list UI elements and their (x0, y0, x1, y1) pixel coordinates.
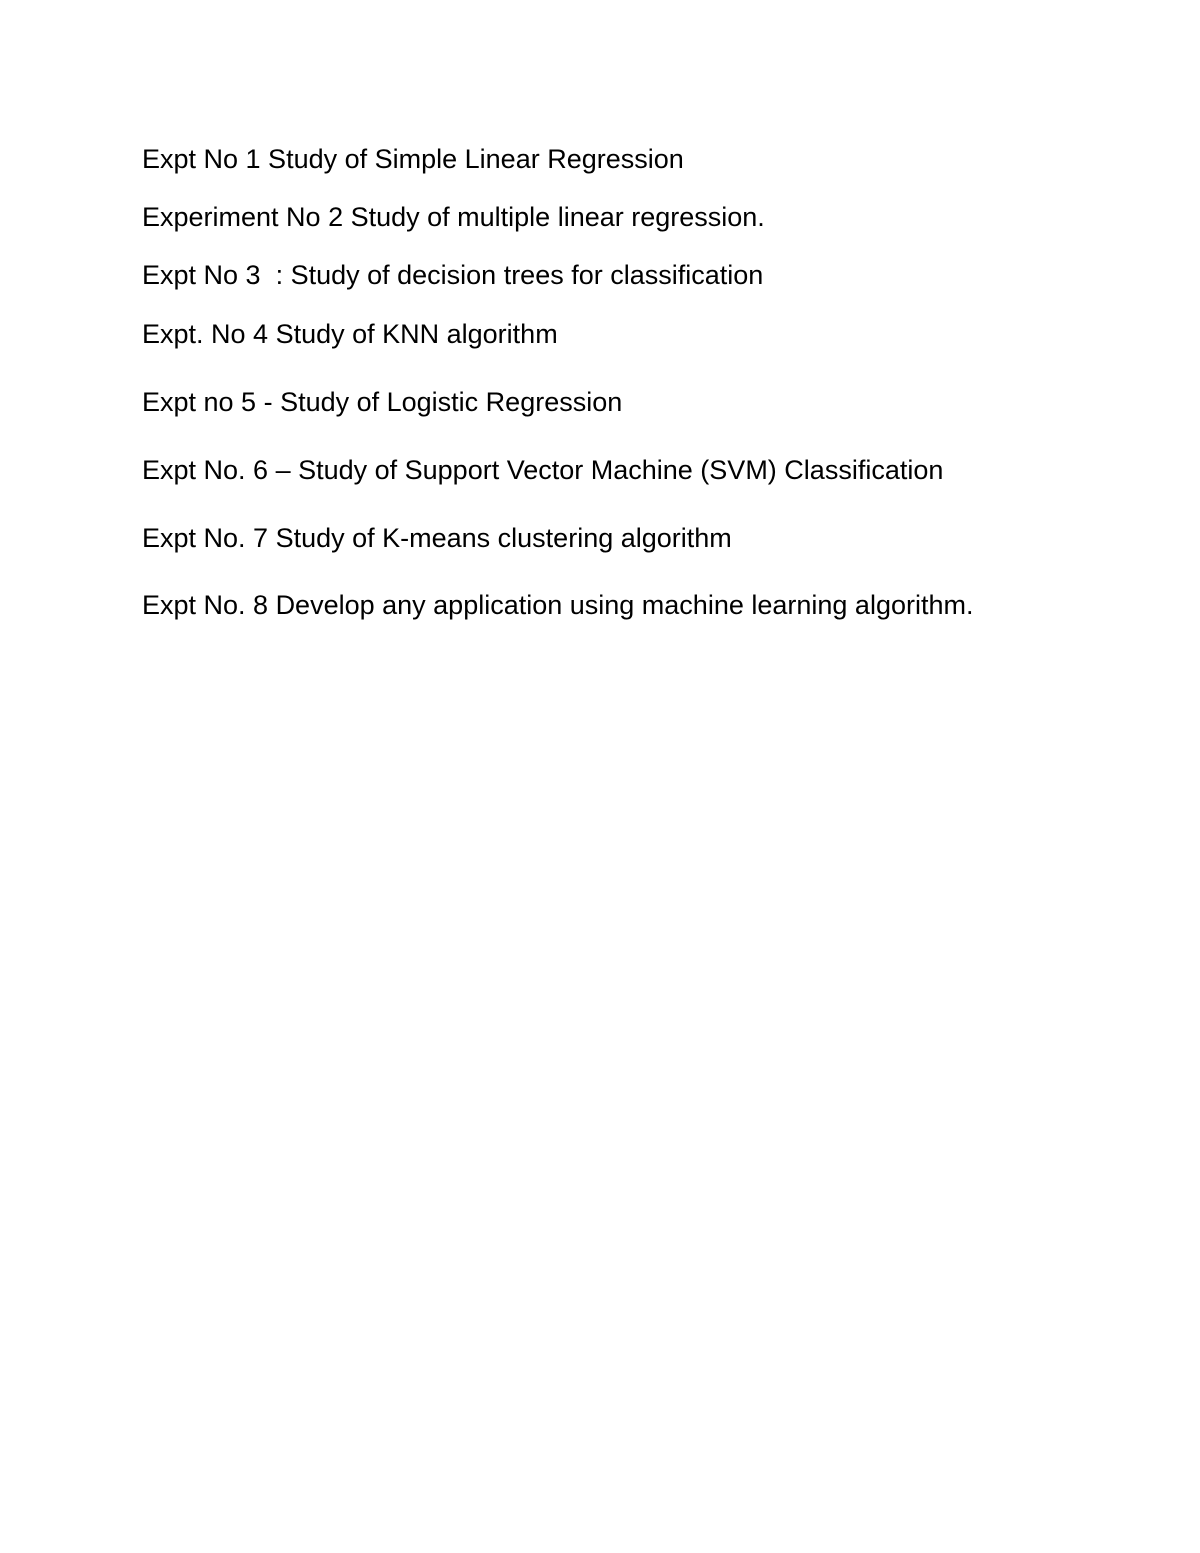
experiment-line-3: Expt No 3 : Study of decision trees for classification (142, 260, 764, 290)
experiment-line-2: Experiment No 2 Study of multiple linear regression. (142, 202, 765, 232)
experiment-line-1: Expt No 1 Study of Simple Linear Regression (142, 144, 684, 174)
experiment-line-6: Expt No. 6 – Study of Support Vector Machine (SVM) Classification (142, 455, 944, 485)
experiment-line-5: Expt no 5 - Study of Logistic Regression (142, 387, 623, 417)
experiment-line-4: Expt. No 4 Study of KNN algorithm (142, 319, 558, 349)
experiment-line-7: Expt No. 7 Study of K-means clustering algorithm (142, 523, 732, 553)
experiment-line-8: Expt No. 8 Develop any application using machine learning algorithm. (142, 590, 974, 620)
